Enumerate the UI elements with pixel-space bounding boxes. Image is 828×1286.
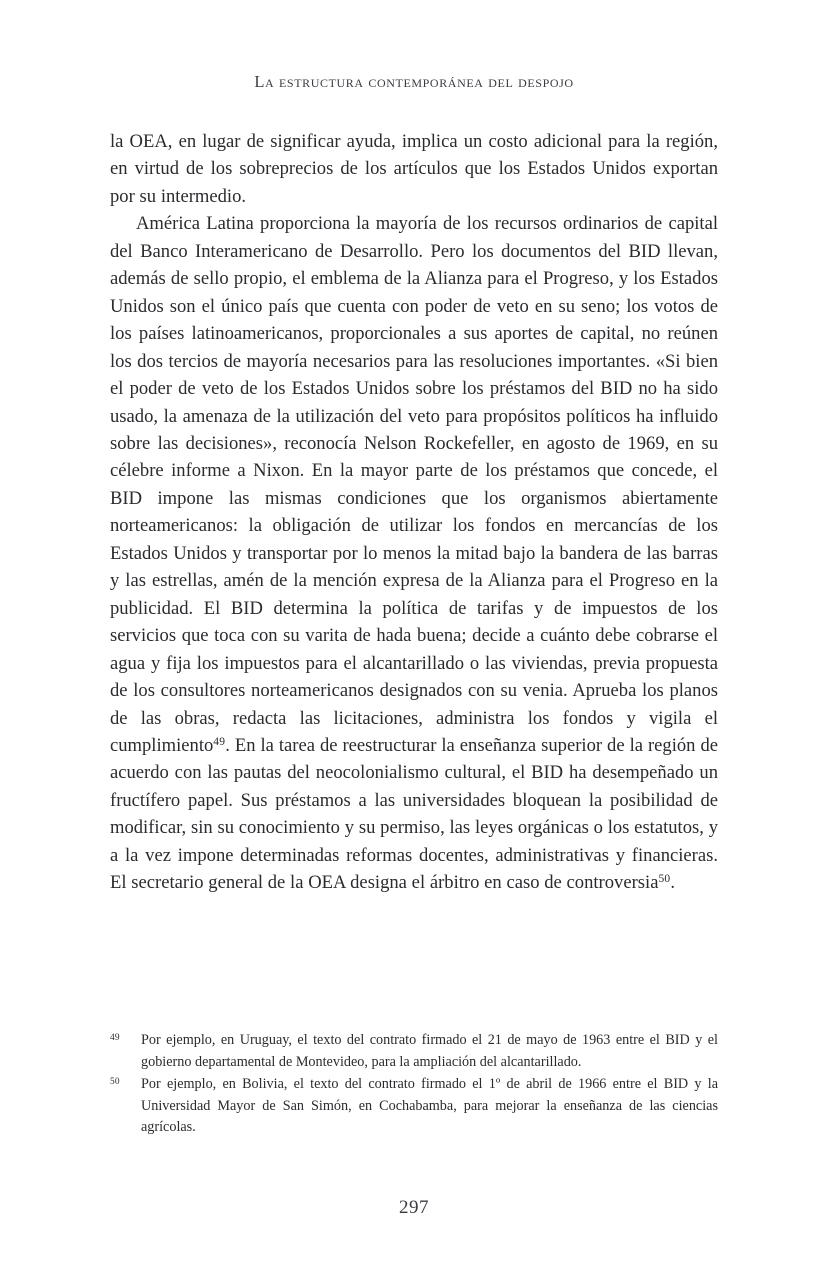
footnote-number-49: 49 — [110, 1033, 120, 1043]
footnote-49 — [110, 1030, 718, 1073]
paragraph-1: la OEA, en lugar de significar ayuda, implica un costo adicional para la región, en virtud de los sobreprecios de los artículos que los Estados Unidos exportan por su intermedio. — [110, 131, 718, 207]
paragraph-2-segment-3: . — [670, 872, 676, 894]
running-head: La estructura contemporánea del despojo — [254, 72, 574, 91]
footnote-reference-50[interactable]: 50 — [658, 873, 671, 886]
footnote-text-49: Por ejemplo, en Uruguay, el texto del contrato firmado el 21 de mayo de 1963 entre el BID y el gobierno departamental de Montevideo, para la ampliación del alcantarillado. — [141, 1032, 718, 1070]
paragraph-2-segment-1: América Latina proporciona la mayoría de los recursos ordinarios de capital del Banco Interamericano de Desarrollo. Pero los documentos del BID llevan, además de sello propio, el emblema de la Alianza para el Progreso, y los Estados Unidos son el único país que cuenta con poder de veto en su seno; los votos de los países latinoamericanos, proporcionales a sus aportes de capital, no reúnen los dos tercios de mayoría necesarios para las resoluciones importantes. «Si bien el poder de veto de los Estados Unidos sobre los préstamos del BID no ha sido usado, la amenaza de la utilización del veto para propósitos políticos ha influido sobre las decisiones», reconocía Nelson Rockefeller, en agosto de 1969, en su célebre informe a Nixon. En la mayor parte de los préstamos que concede, el BID impone las mismas condiciones que los organismos abiertamente norteamericanos: la obligación de utilizar los fondos en mercancías de los Estados Unidos y transportar por lo menos la mitad bajo la bandera de las barras y las estrellas, amén de la mención expresa de la Alianza para el Progreso en la publicidad. El BID determina la política de tarifas y de impuestos de los servicios que toca con su varita de hada buena; decide a cuánto debe cobrarse el agua y fija los impuestos para el alcantarillado o las viviendas, previa propuesta de los consultores norteamericanos designados con su venia. Aprueba los planos de las obras, redacta las licitaciones, administra los fondos y vigila el cumplimiento — [110, 213, 718, 756]
paragraph-2-segment-2: . En la tarea de reestructurar la enseñanza superior de la región de acuerdo con las pautas del neocolonialismo cultural, el BID ha desempeñado un fructífero papel. Sus préstamos a las universidades bloquean la posibilidad de modificar, sin su conocimiento y su permiso, las leyes orgánicas o los estatutos, y a la vez impone determinadas reformas docentes, administrativas y financieras. El secretario general de la OEA designa el árbitro en caso de controversia — [110, 734, 718, 894]
page-number: 297 — [399, 1197, 429, 1218]
footnote-number-50: 50 — [110, 1077, 120, 1088]
body-text-block — [110, 128, 718, 897]
paragraph-2 — [110, 210, 718, 896]
footnote-reference-49[interactable]: 49 — [213, 735, 226, 748]
footnotes-section — [110, 1030, 718, 1140]
footnote-50 — [110, 1074, 718, 1139]
footnote-text-50: Por ejemplo, en Bolivia, el texto del contrato firmado el 1º de abril de 1966 entre el BID y la Universidad Mayor de San Simón, en Cochabamba, para mejorar la enseñanza de las ciencias agrícolas. — [141, 1076, 718, 1136]
